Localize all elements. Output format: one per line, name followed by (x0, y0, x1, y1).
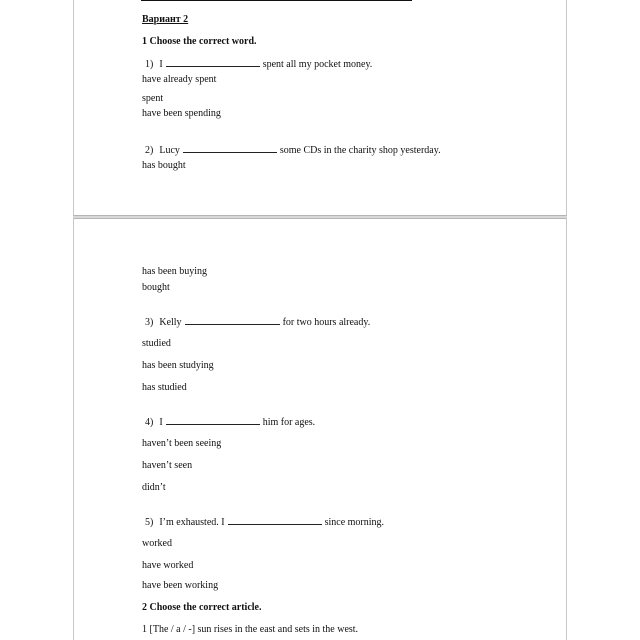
question-number: 2) (145, 145, 154, 156)
option: have already spent (142, 74, 217, 85)
option: has been buying (142, 266, 207, 277)
answer-blank (185, 316, 280, 325)
option: worked (142, 538, 172, 549)
question-number: 1) (145, 59, 154, 70)
option: have worked (142, 560, 194, 571)
question-text-before: Kelly (159, 317, 182, 328)
answer-blank (228, 516, 322, 525)
option: spent (142, 93, 164, 104)
option: didn’t (142, 482, 166, 493)
section-2-title: 2 Choose the correct article. (142, 602, 262, 613)
option: has bought (142, 160, 186, 171)
article-question-1: 1 [The / a / -] sun rises in the east and sets in the west. (142, 624, 359, 635)
answer-blank (183, 144, 277, 153)
option: has studied (142, 382, 187, 393)
question-text-before: I (159, 417, 163, 428)
question-text-after: for two hours already. (282, 317, 371, 328)
question-2 (145, 144, 441, 157)
question-text-before: Lucy (159, 145, 180, 156)
question-text-after: spent all my pocket money. (262, 59, 373, 70)
variant-title: Вариант 2 (142, 14, 189, 25)
question-number: 4) (145, 417, 154, 428)
option: studied (142, 338, 171, 349)
question-number: 5) (145, 517, 154, 528)
question-text-after: since morning. (324, 517, 385, 528)
question-text-before: I (159, 59, 163, 70)
question-number: 3) (145, 317, 154, 328)
answer-blank (166, 58, 260, 67)
section-1-title: 1 Choose the correct word. (142, 36, 257, 47)
option: has been studying (142, 360, 214, 371)
option: have been working (142, 580, 219, 591)
option: bought (142, 282, 170, 293)
answer-blank (166, 416, 260, 425)
question-text-after: him for ages. (262, 417, 316, 428)
question-text-before: I’m exhausted. I (159, 517, 225, 528)
option: have been spending (142, 108, 221, 119)
question-3 (145, 316, 370, 329)
option: haven’t been seeing (142, 438, 222, 449)
question-text-after: some CDs in the charity shop yesterday. (279, 145, 441, 156)
question-4 (145, 416, 315, 429)
option: haven’t seen (142, 460, 193, 471)
question-5 (145, 516, 384, 529)
header-rule (141, 0, 412, 1)
question-1 (145, 58, 372, 71)
